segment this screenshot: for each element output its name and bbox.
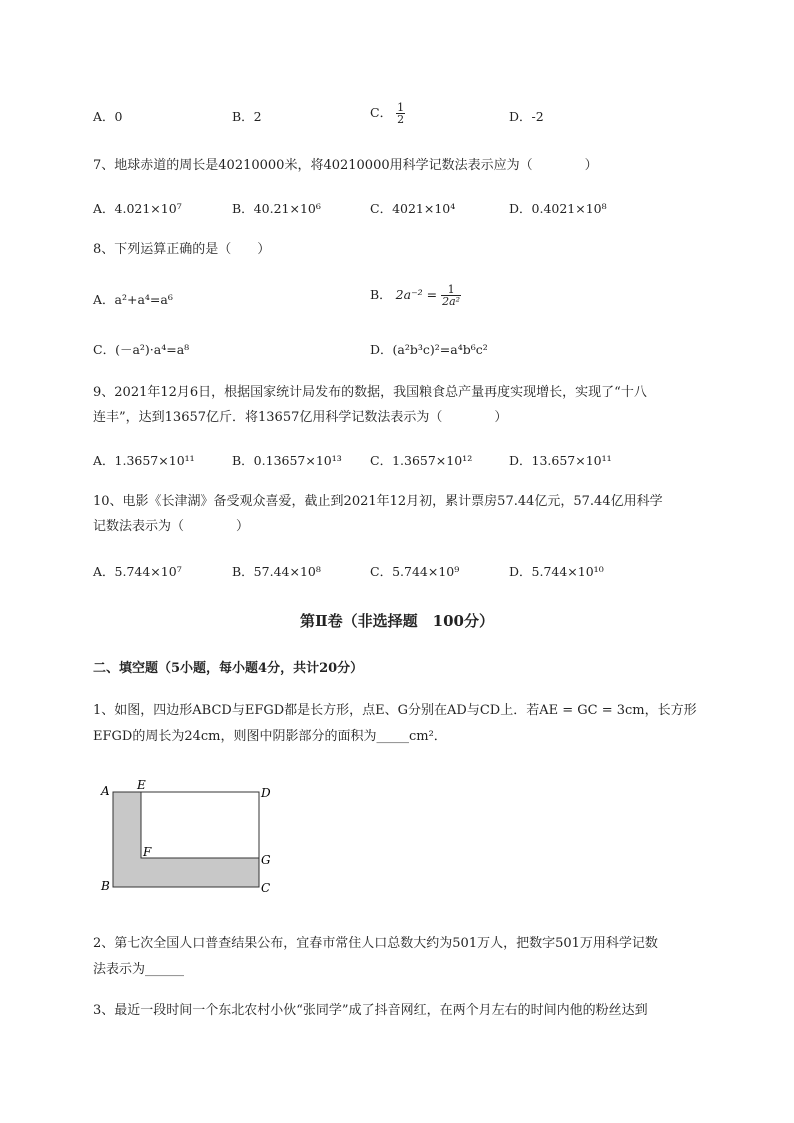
label-d: D bbox=[261, 786, 271, 800]
q9-option-b: B．0.13657×10¹³ bbox=[232, 453, 342, 468]
q6-option-c-fraction bbox=[396, 102, 405, 125]
q7-option-d: D．0.4021×10⁸ bbox=[509, 201, 607, 216]
q6-option-a: A．0 bbox=[93, 109, 123, 124]
q9-option-c: C．1.3657×10¹² bbox=[370, 453, 473, 468]
q6-option-c-label: C． bbox=[370, 105, 393, 120]
fraction-numerator: 1 bbox=[397, 101, 405, 114]
q8-option-a: A．a²+a⁴=a⁶ bbox=[93, 292, 173, 307]
q10-option-d: D．5.744×10¹⁰ bbox=[509, 564, 604, 579]
q8-option-b-fraction bbox=[441, 284, 461, 307]
rectangle-figure bbox=[95, 778, 295, 898]
q8-option-b bbox=[370, 284, 461, 307]
fill-q3-line1: 3、最近一段时间一个东北农村小伙“张同学”成了抖音网红，在两个月左右的时间内他的粉丝达到 bbox=[93, 1003, 648, 1018]
q10-stem-line2: 记数法表示为（ ） bbox=[93, 519, 250, 534]
fill-q2-line2: 法表示为______ bbox=[93, 962, 185, 977]
q9-option-a: A．1.3657×10¹¹ bbox=[93, 453, 195, 468]
part2-title: 第Ⅱ卷（非选择题 100分） bbox=[300, 612, 494, 630]
q10-option-b: B．57.44×10⁸ bbox=[232, 564, 321, 579]
label-g: G bbox=[261, 853, 271, 867]
q9-option-d: D．13.657×10¹¹ bbox=[509, 453, 612, 468]
label-a: A bbox=[101, 784, 110, 798]
q8-option-d: D．(a²b³c)²=a⁴b⁶c² bbox=[370, 342, 488, 357]
fill-section-title: 二、填空题（5小题，每小题4分，共计20分） bbox=[93, 661, 364, 676]
label-e: E bbox=[137, 778, 146, 792]
q8-option-b-label: B． bbox=[370, 287, 392, 302]
q10-option-c: C．5.744×10⁹ bbox=[370, 564, 460, 579]
fill-q1-line1: 1、如图，四边形ABCD与EFGD都是长方形，点E、G分别在AD与CD上．若AE = GC = 3cm，长方形 bbox=[93, 703, 697, 718]
q6-option-b: B．2 bbox=[232, 109, 262, 124]
q9-stem-line2: 连丰”，达到13657亿斤．将13657亿用科学记数法表示为（ ） bbox=[93, 410, 508, 425]
q7-option-c: C．4021×10⁴ bbox=[370, 201, 456, 216]
fill-q2-line1: 2、第七次全国人口普查结果公布，宜春市常住人口总数大约为501万人，把数字501万用科学记数 bbox=[93, 936, 658, 951]
label-f: F bbox=[143, 845, 152, 859]
q7-stem: 7、地球赤道的周长是40210000米，将40210000用科学记数法表示应为（ ） bbox=[93, 158, 598, 173]
fraction-denominator: 2 bbox=[397, 113, 405, 126]
fill-q1-line2: EFGD的周长为24cm，则图中阴影部分的面积为_____cm²． bbox=[93, 729, 447, 744]
q10-option-a: A．5.744×10⁷ bbox=[93, 564, 182, 579]
label-b: B bbox=[101, 879, 110, 893]
q6-option-c bbox=[370, 102, 405, 125]
q6-option-d: D．-2 bbox=[509, 109, 544, 124]
q8-stem: 8、下列运算正确的是（ ） bbox=[93, 242, 271, 257]
q8-option-b-lhs: 2a⁻² = bbox=[395, 287, 438, 302]
q10-stem-line1: 10、电影《长津湖》备受观众喜爱，截止到2021年12月初，累计票房57.44亿元，57.44亿用科学 bbox=[93, 494, 663, 509]
q7-option-b: B．40.21×10⁶ bbox=[232, 201, 321, 216]
inner-rectangle-efgd bbox=[141, 792, 259, 858]
q7-option-a: A．4.021×10⁷ bbox=[93, 201, 182, 216]
label-c: C bbox=[261, 881, 271, 895]
fraction-numerator: 1 bbox=[441, 284, 461, 296]
q8-option-c: C．(－a²)·a⁴=a⁸ bbox=[93, 342, 190, 357]
q9-stem-line1: 9、2021年12月6日，根据国家统计局发布的数据，我国粮食总产量再度实现增长，实现了“十八 bbox=[93, 385, 647, 400]
fraction-denominator: 2a² bbox=[442, 295, 461, 308]
